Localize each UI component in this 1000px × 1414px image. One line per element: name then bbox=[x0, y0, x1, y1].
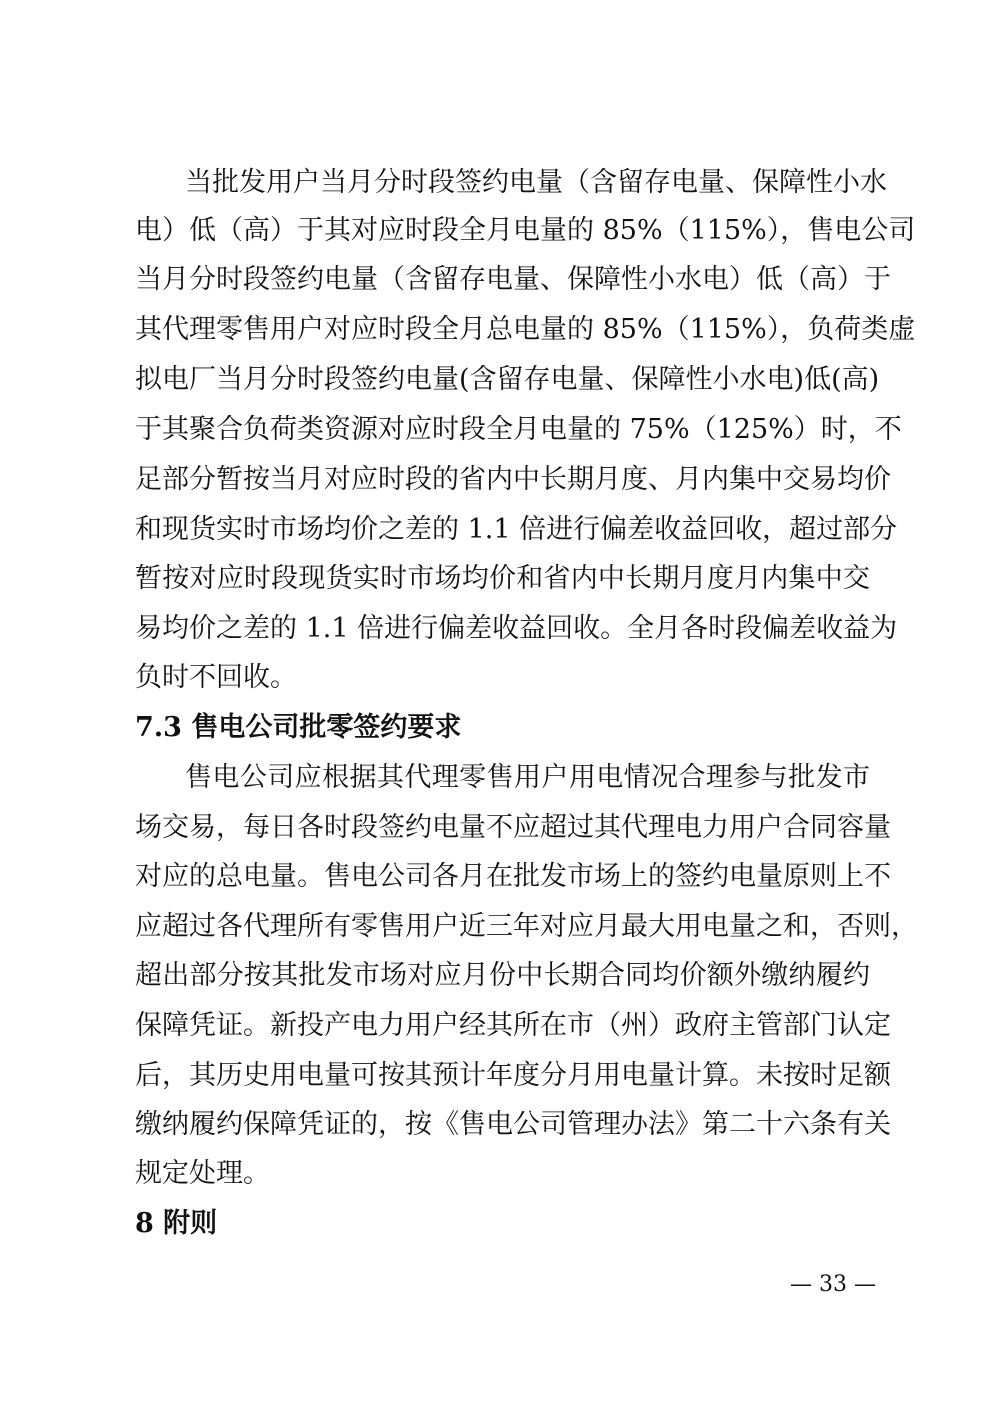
paragraph-2-line-1: 售电公司应根据其代理零售用户用电情况合理参与批发市 bbox=[185, 762, 870, 793]
paragraph-2-line-5: 超出部分按其批发市场对应月份中长期合同均价额外缴纳履约 bbox=[135, 960, 870, 991]
paragraph-1-line-5: 拟电厂当月分时段签约电量(含留存电量、保障性小水电)低(高) bbox=[135, 364, 880, 395]
section-7-3-heading: 7.3 售电公司批零签约要求 bbox=[135, 712, 462, 743]
paragraph-2-line-3: 对应的总电量。售电公司各月在批发市场上的签约电量原则上不 bbox=[135, 861, 891, 892]
paragraph-1-line-6: 于其聚合负荷类资源对应时段全月电量的 75%（125%）时，不 bbox=[135, 414, 902, 445]
paragraph-1-line-11: 负时不回收。 bbox=[135, 662, 297, 693]
paragraph-2-line-9: 规定处理。 bbox=[135, 1158, 270, 1189]
paragraph-2-line-6: 保障凭证。新投产电力用户经其所在市（州）政府主管部门认定 bbox=[135, 1010, 891, 1041]
paragraph-1-line-7: 足部分暂按当月对应时段的省内中长期月度、月内集中交易均价 bbox=[135, 464, 891, 495]
paragraph-2-line-2: 场交易，每日各时段签约电量不应超过其代理电力用户合同容量 bbox=[135, 812, 891, 843]
page-number: — 33 — bbox=[790, 1272, 876, 1297]
section-8-heading: 8 附则 bbox=[135, 1208, 218, 1239]
paragraph-2-line-4: 应超过各代理所有零售用户近三年对应月最大用电量之和，否则， bbox=[135, 911, 918, 942]
paragraph-2-line-8: 缴纳履约保障凭证的，按《售电公司管理办法》第二十六条有关 bbox=[135, 1109, 891, 1140]
paragraph-1-line-1: 当批发用户当月分时段签约电量（含留存电量、保障性小水 bbox=[185, 167, 887, 198]
paragraph-1-line-10: 易均价之差的 1.1 倍进行偏差收益回收。全月各时段偏差收益为 bbox=[135, 613, 898, 644]
paragraph-2-line-7: 后，其历史用电量可按其预计年度分月用电量计算。未按时足额 bbox=[135, 1060, 891, 1091]
paragraph-1-line-2: 电）低（高）于其对应时段全月电量的 85%（115%），售电公司 bbox=[135, 215, 916, 246]
paragraph-1-line-3: 当月分时段签约电量（含留存电量、保障性小水电）低（高）于 bbox=[135, 264, 891, 295]
paragraph-1-line-8: 和现货实时市场均价之差的 1.1 倍进行偏差收益回收，超过部分 bbox=[135, 514, 898, 545]
paragraph-1-line-4: 其代理零售用户对应时段全月总电量的 85%（115%），负荷类虚 bbox=[135, 314, 916, 345]
paragraph-1-line-9: 暂按对应时段现货实时市场均价和省内中长期月度月内集中交 bbox=[135, 563, 870, 594]
